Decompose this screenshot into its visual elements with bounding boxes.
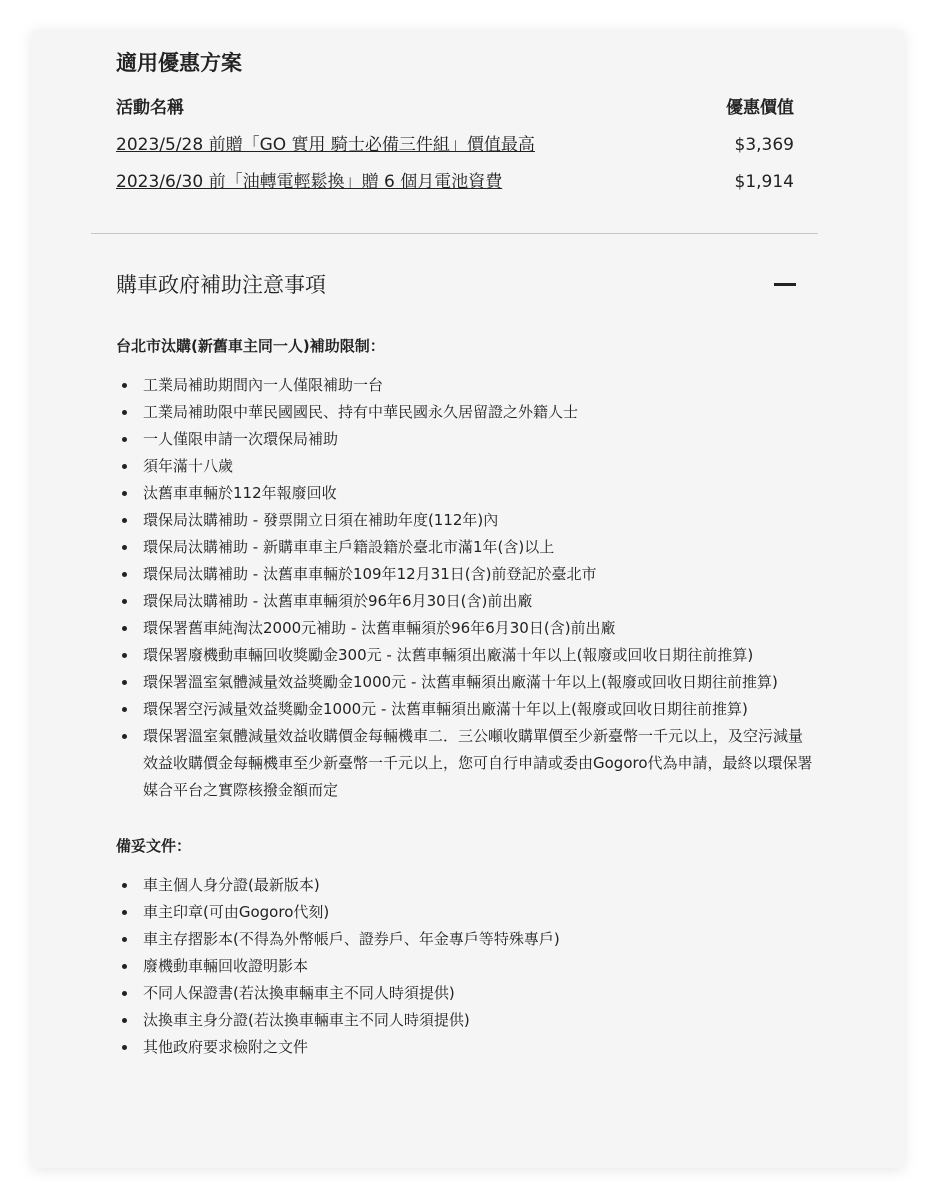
list-item: 其他政府要求檢附之文件 <box>116 1034 816 1061</box>
promo-link[interactable]: 2023/6/30 前「油轉電輕鬆換」贈 6 個月電池資費 <box>116 172 503 192</box>
list-item: 環保署廢機動車輛回收獎勵金300元 - 汰舊車輛須出廠滿十年以上(報廢或回收日期往前推算) <box>116 642 816 669</box>
docs-heading: 備妥文件： <box>116 837 192 855</box>
subsidy-title: 購車政府補助注意事項 <box>116 273 326 297</box>
promo-row <box>116 133 794 157</box>
promo-section <box>116 48 794 194</box>
list-item: 車主印章(可由Gogoro代刻) <box>116 899 816 926</box>
list-item: 環保局汰購補助 - 汰舊車車輛於109年12月31日(含)前登記於臺北市 <box>116 561 816 588</box>
list-item: 須年滿十八歲 <box>116 453 816 480</box>
promo-col-name: 活動名稱 <box>116 98 184 118</box>
list-item: 環保局汰購補助 - 發票開立日須在補助年度(112年)內 <box>116 507 816 534</box>
list-item: 環保署空污減量效益獎勵金1000元 - 汰舊車輛須出廠滿十年以上(報廢或回收日期往前推算) <box>116 696 816 723</box>
promo-value: $3,369 <box>734 135 794 155</box>
limits-heading: 台北市汰購(新舊車主同一人)補助限制： <box>116 337 385 355</box>
list-item: 環保署溫室氣體減量效益收購價金每輛機車二．三公噸收購單價至少新臺幣一千元以上，及空污減量效益收購價金每輛機車至少新臺幣一千元以上，您可自行申請或委由Gogoro代為申請，最終以環保署媒合平台之實際核撥金額而定 <box>116 723 816 804</box>
docs-list <box>116 872 816 1061</box>
promo-title: 適用優惠方案 <box>116 51 242 75</box>
list-item: 不同人保證書(若汰換車輛車主不同人時須提供) <box>116 980 816 1007</box>
promo-link[interactable]: 2023/5/28 前贈「GO 實用 騎士必備三件組」價值最高 <box>116 135 535 155</box>
list-item: 汰換車主身分證(若汰換車輛車主不同人時須提供) <box>116 1007 816 1034</box>
minus-icon[interactable] <box>774 283 796 286</box>
promo-value: $1,914 <box>734 172 794 192</box>
subsidy-content <box>116 334 816 1061</box>
list-item: 車主存摺影本(不得為外幣帳戶、證券戶、年金專戶等特殊專戶) <box>116 926 816 953</box>
list-item: 廢機動車輛回收證明影本 <box>116 953 816 980</box>
list-item: 環保局汰購補助 - 新購車車主戶籍設籍於臺北市滿1年(含)以上 <box>116 534 816 561</box>
list-item: 車主個人身分證(最新版本) <box>116 872 816 899</box>
promo-row <box>116 170 794 194</box>
list-item: 環保署舊車純淘汰2000元補助 - 汰舊車輛須於96年6月30日(含)前出廠 <box>116 615 816 642</box>
promo-table-header <box>116 96 794 120</box>
list-item: 環保署溫室氣體減量效益獎勵金1000元 - 汰舊車輛須出廠滿十年以上(報廢或回收日期往前推算) <box>116 669 816 696</box>
promo-col-value: 優惠價值 <box>726 98 794 118</box>
list-item: 汰舊車車輛於112年報廢回收 <box>116 480 816 507</box>
subsidy-accordion-header[interactable] <box>116 268 796 300</box>
list-item: 工業局補助限中華民國國民、持有中華民國永久居留證之外籍人士 <box>116 399 816 426</box>
content-card <box>32 30 904 1168</box>
list-item: 一人僅限申請一次環保局補助 <box>116 426 816 453</box>
list-item: 工業局補助期間內一人僅限補助一台 <box>116 372 816 399</box>
section-divider <box>91 233 818 234</box>
limits-list <box>116 372 816 804</box>
list-item: 環保局汰購補助 - 汰舊車車輛須於96年6月30日(含)前出廠 <box>116 588 816 615</box>
